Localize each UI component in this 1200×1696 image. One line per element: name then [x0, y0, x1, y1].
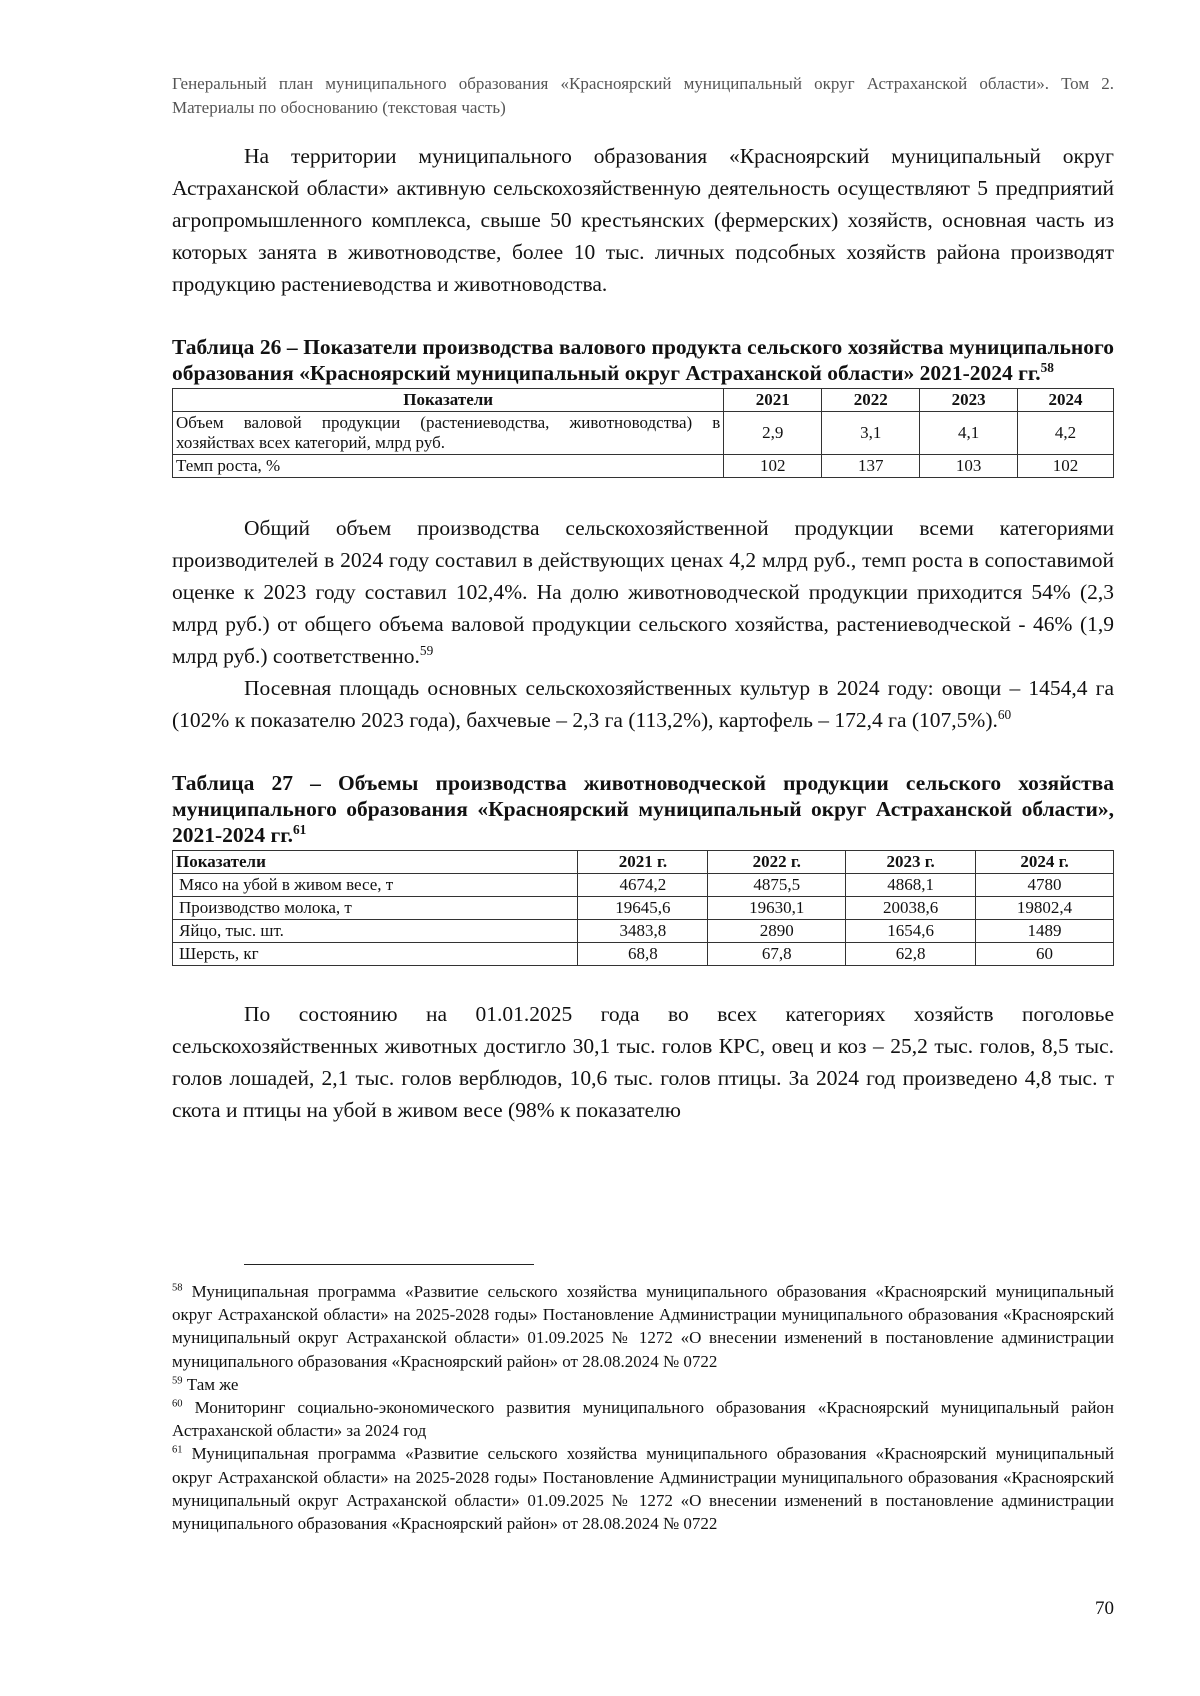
footnote-text: Мониторинг социально-экономического развития муниципального образования «Красноярский муниципальный район Астраханской области» за 2024 год — [172, 1398, 1115, 1441]
paragraph-1: На территории муниципального образования «Красноярский муниципальный округ Астраханской области» активную сельскохозяйственную деятельность осуществляют 5 предприятий агропромышленного комплекса, свыше 50 крестьянских (фермерских) хозяйств, основная часть из которых занята в животноводстве, более 10 тыс. личных подсобных хозяйств района производят продукцию растениеводства и животноводства. — [172, 144, 1114, 296]
row-label: Яйцо, тыс. шт. — [173, 920, 578, 943]
header-cell: 2021 — [724, 389, 822, 412]
paragraph-4: По состоянию на 01.01.2025 года во всех категориях хозяйств поголовье сельскохозяйственных животных достигло 30,1 тыс. голов КРС, овец и коз – 25,2 тыс. голов, 8,5 тыс. голов лошадей, 2,1 тыс. голов верблюдов, 10,6 тыс. голов птицы. За 2024 год произведено 4,8 тыс. т скота и птицы на убой в живом весе (98% к показателю — [172, 1002, 1114, 1122]
table-cell: 103 — [920, 455, 1018, 478]
table-row — [173, 943, 1114, 966]
table-26-caption — [172, 334, 1114, 386]
table-header-row — [173, 389, 1114, 412]
row-label: Производство молока, т — [173, 897, 578, 920]
table-cell: 2890 — [708, 920, 846, 943]
table-cell: 19802,4 — [976, 897, 1114, 920]
header-cell: 2022 г. — [708, 851, 846, 874]
footnote-number: 60 — [172, 1398, 183, 1410]
table-cell: 102 — [724, 455, 822, 478]
paragraph-2-text: Общий объем производства сельскохозяйственной продукции всеми категориями производителей в 2024 году составил в действующих ценах 4,2 млрд руб., темп роста в сопоставимой оценке к 2023 году составил 102,4%. На долю животноводческой продукции приходится 54% (2,3 млрд руб.) от общего объема валовой продукции сельского хозяйства, растениеводческой - 46% (1,9 млрд руб.) соответственно. — [172, 516, 1114, 668]
footnote-61 — [172, 1442, 1114, 1535]
table-cell: 68,8 — [578, 943, 708, 966]
running-header: Генеральный план муниципального образования «Красноярский муниципальный округ Астраханской области». Том 2. Материалы по обоснованию (текстовая часть) — [172, 74, 1114, 117]
paragraph-3 — [172, 672, 1114, 736]
header-cell: 2024 г. — [976, 851, 1114, 874]
table-cell: 19630,1 — [708, 897, 846, 920]
table-cell: 62,8 — [846, 943, 976, 966]
table-row — [173, 455, 1114, 478]
table-27 — [172, 850, 1114, 966]
table-cell: 60 — [976, 943, 1114, 966]
footnote-text: Там же — [186, 1374, 239, 1394]
row-label: Объем валовой продукции (растениеводства, животноводства) в хозяйствах всех категорий, млрд руб. — [173, 412, 724, 455]
footnote-ref-60: 60 — [997, 706, 1012, 722]
footnote-58 — [172, 1280, 1114, 1373]
footnote-text: Муниципальная программа «Развитие сельского хозяйства муниципального образования «Красноярский муниципальный округ Астраханской области» на 2025-2028 годы» Постановление Администрации муниципального образования «Красноярский муниципальный округ Астраханской области» 01.09.2025 № 1272 «О внесении изменений в постановление администрации муниципального образования «Красноярский район» от 28.08.2024 № 0722 — [172, 1444, 1114, 1534]
table-row — [173, 412, 1114, 455]
table-row — [173, 874, 1114, 897]
page-content — [172, 72, 1114, 1126]
footnote-number: 59 — [172, 1375, 183, 1387]
header-cell: 2023 г. — [846, 851, 976, 874]
row-label: Темп роста, % — [173, 455, 724, 478]
table-27-caption-text: Таблица 27 – Объемы производства животноводческой продукции сельского хозяйства муниципального образования «Красноярский муниципальный округ Астраханской области», 2021-2024 гг. — [172, 771, 1114, 847]
footnote-separator — [244, 1264, 534, 1265]
table-cell: 2,9 — [724, 412, 822, 455]
table-header-row — [173, 851, 1114, 874]
table-row — [173, 920, 1114, 943]
footnote-ref-59: 59 — [419, 642, 434, 658]
header-cell: 2021 г. — [578, 851, 708, 874]
paragraph-3-text: Посевная площадь основных сельскохозяйственных культур в 2024 году: овощи – 1454,4 га (102% к показателю 2023 года), бахчевые – 2,3 га (113,2%), картофель – 172,4 га (107,5%). — [172, 676, 1114, 732]
row-label: Мясо на убой в живом весе, т — [173, 874, 578, 897]
table-cell: 3483,8 — [578, 920, 708, 943]
table-row — [173, 897, 1114, 920]
table-cell: 4780 — [976, 874, 1114, 897]
header-cell: Показатели — [173, 851, 578, 874]
footnote-59 — [172, 1373, 1114, 1396]
footnote-number: 58 — [172, 1282, 183, 1294]
paragraph-2 — [172, 512, 1114, 672]
table-cell: 1489 — [976, 920, 1114, 943]
table-26-caption-text: Таблица 26 – Показатели производства валового продукта сельского хозяйства муниципального образования «Красноярский муниципальный округ Астраханской области» 2021-2024 гг. — [172, 335, 1114, 385]
footnote-ref-61: 61 — [293, 821, 307, 837]
footnotes — [172, 1280, 1114, 1535]
table-cell: 67,8 — [708, 943, 846, 966]
table-cell: 4868,1 — [846, 874, 976, 897]
table-cell: 1654,6 — [846, 920, 976, 943]
table-26 — [172, 388, 1114, 478]
table-cell: 137 — [822, 455, 920, 478]
header-cell: 2024 — [1018, 389, 1114, 412]
table-cell: 3,1 — [822, 412, 920, 455]
header-cell: 2023 — [920, 389, 1018, 412]
table-cell: 19645,6 — [578, 897, 708, 920]
table-cell: 4,1 — [920, 412, 1018, 455]
footnote-number: 61 — [172, 1444, 183, 1456]
table-cell: 20038,6 — [846, 897, 976, 920]
table-27-caption — [172, 770, 1114, 848]
table-cell: 4674,2 — [578, 874, 708, 897]
header-cell: Показатели — [173, 389, 724, 412]
footnote-ref-58: 58 — [1040, 359, 1054, 375]
footnote-text: Муниципальная программа «Развитие сельского хозяйства муниципального образования «Красноярский муниципальный округ Астраханской области» на 2025-2028 годы» Постановление Администрации муниципального образования «Красноярский муниципальный округ Астраханской области» 01.09.2025 № 1272 «О внесении изменений в постановление администрации муниципального образования «Красноярский район» от 28.08.2024 № 0722 — [172, 1282, 1114, 1371]
table-cell: 4875,5 — [708, 874, 846, 897]
row-label: Шерсть, кг — [173, 943, 578, 966]
page-number: 70 — [1095, 1598, 1114, 1619]
header-cell: 2022 — [822, 389, 920, 412]
table-cell: 102 — [1018, 455, 1114, 478]
footnote-60 — [172, 1396, 1114, 1442]
table-cell: 4,2 — [1018, 412, 1114, 455]
